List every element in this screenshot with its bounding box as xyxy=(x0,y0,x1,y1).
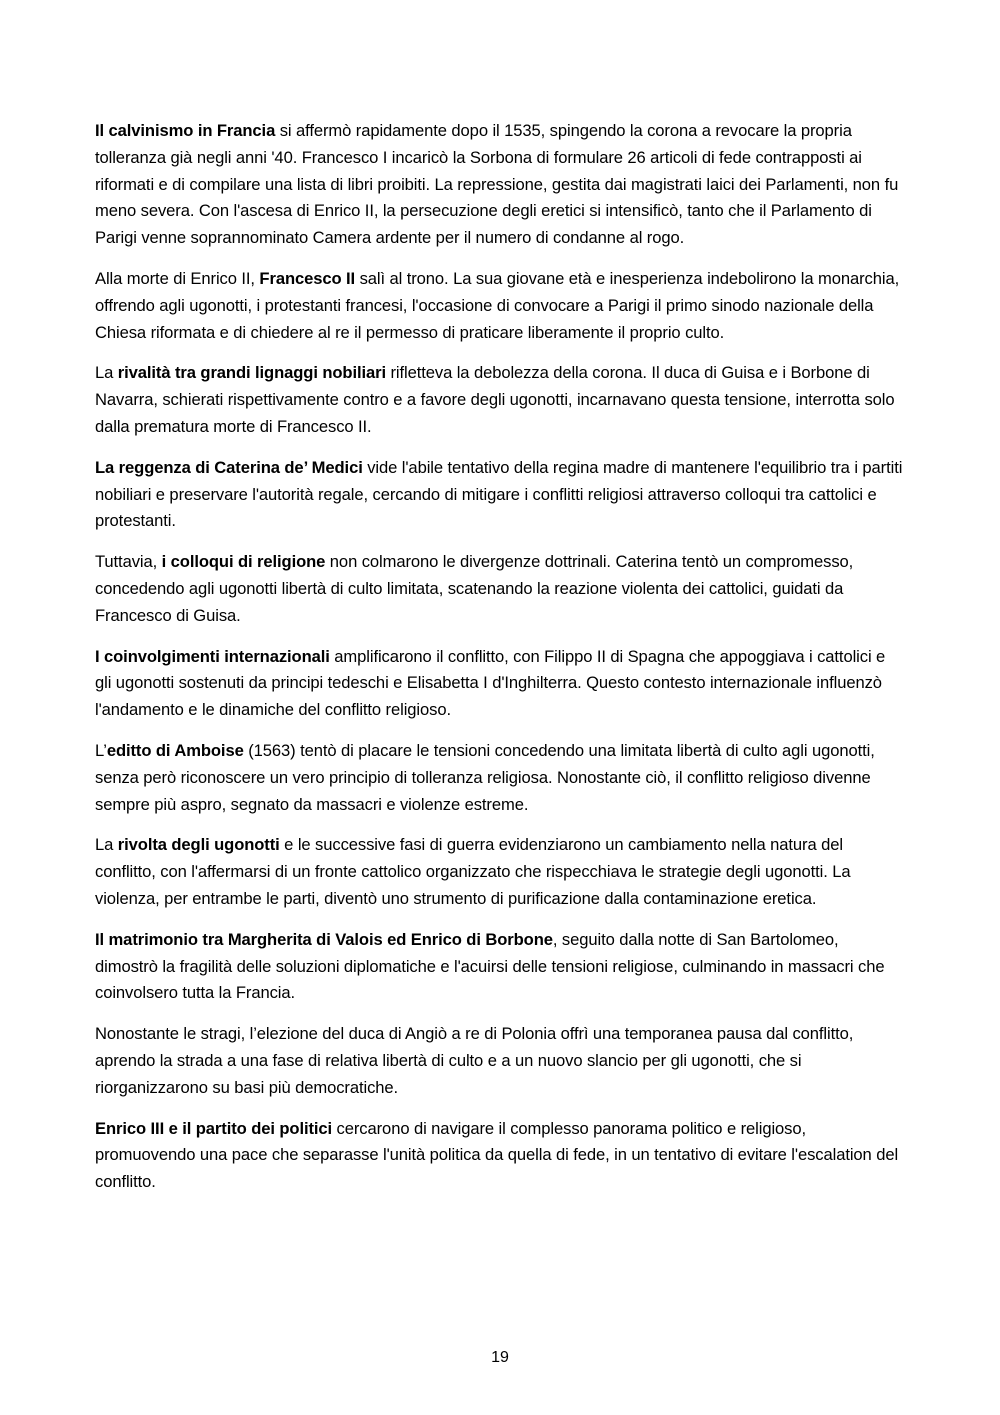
paragraph-reggenza xyxy=(95,455,905,535)
paragraph-rivalita xyxy=(95,360,905,440)
paragraph-calvinismo xyxy=(95,118,905,252)
paragraph-heading: rivalità tra grandi lignaggi nobiliari xyxy=(117,363,386,383)
paragraph-text: rifletteva la debolezza della corona. Il duca di Guisa e i Borbone di Navarra, schierati rispettivamente contro e a favore degli ugonotti, incarnavano questa tensione, interrotta solo dalla prematura morte di Francesco II. xyxy=(95,363,895,436)
paragraph-text: vide l'abile tentativo della regina madre di mantenere l'equilibrio tra i partiti nobiliari e preservare l'autorità regale, cercando di mitigare i conflitti religiosi attraverso colloqui tra cattolici e protestanti. xyxy=(95,457,903,531)
paragraph-text: La xyxy=(95,363,118,383)
paragraph-heading: Il matrimonio tra Margherita di Valois ed Enrico di Borbone xyxy=(95,929,553,949)
paragraph-heading: Il calvinismo in Francia xyxy=(95,121,276,140)
paragraph-heading: Enrico III e il partito dei politici xyxy=(95,1118,333,1138)
paragraph-heading: I coinvolgimenti internazionali xyxy=(95,646,330,666)
page-number: 19 xyxy=(491,1349,509,1366)
paragraph-matrimonio xyxy=(95,927,905,1007)
paragraph-text: La xyxy=(95,835,118,855)
paragraph-text: salì al trono. La sua giovane età e inesperienza indebolirono la monarchia, offrendo agli ugonotti, i protestanti francesi, l'occasione di convocare a Parigi il primo sinodo nazionale della Chiesa riformata e di chiedere al re il permesso di praticare liberamente il proprio culto. xyxy=(95,268,900,342)
paragraph-heading: La reggenza di Caterina de’ Medici xyxy=(95,457,363,477)
paragraph-text: Alla morte di Enrico II, xyxy=(95,268,260,288)
paragraph-text: Tuttavia, xyxy=(95,552,162,572)
paragraph-text: si affermò rapidamente dopo il 1535, spingendo la corona a revocare la propria tolleranza già negli anni '40. Francesco I incaricò la Sorbona di formulare 26 articoli di fede contrapposti ai riformati e di compilare una lista di libri proibiti. La repressione, gestita dai magistrati laici dei Parlamenti, non fu meno severa. Con l'ascesa di Enrico II, la persecuzione degli eretici si intensificò, tanto che il Parlamento di Parigi venne soprannominato Camera ardente per il numero di condanne al rogo. xyxy=(95,121,899,248)
paragraph-angio xyxy=(95,1021,905,1101)
paragraph-rivolta xyxy=(95,832,905,912)
document-body xyxy=(95,118,905,1210)
paragraph-text: , seguito dalla notte di San Bartolomeo, dimostrò la fragilità delle soluzioni diplomatiche e l'acuirsi delle tensioni religiose, culminando in massacri che coinvolsero tutta la Francia. xyxy=(95,929,885,1003)
paragraph-text: cercarono di navigare il complesso panorama politico e religioso, promuovendo una pace che separasse l'unità politica da quella di fede, in un tentativo di evitare l'escalation del conflitto. xyxy=(95,1118,899,1192)
paragraph-colloqui xyxy=(95,549,905,629)
paragraph-heading: editto di Amboise xyxy=(106,740,244,760)
paragraph-heading: rivolta degli ugonotti xyxy=(117,835,280,855)
paragraph-text: (1563) tentò di placare le tensioni concedendo una limitata libertà di culto agli ugonotti, senza però riconoscere un vero principio di tolleranza religiosa. Nonostante ciò, il conflitto religioso divenne sempre più aspro, segnato da massacri e violenze estreme. xyxy=(95,740,875,814)
paragraph-text: Nonostante le stragi, l’elezione del duca di Angiò a re di Polonia offrì una temporanea pausa dal conflitto, aprendo la strada a una fase di relativa libertà di culto e a un nuovo slancio per gli ugonotti, che si riorganizzarono su basi più democratiche. xyxy=(95,1024,854,1097)
paragraph-text: e le successive fasi di guerra evidenziarono un cambiamento nella natura del conflitto, con l'affermarsi di un fronte cattolico organizzato che rispecchiava le strategie degli ugonotti. La violenza, per entrambe le parti, diventò uno strumento di purificazione dalla contaminazione eretica. xyxy=(95,835,851,908)
paragraph-text: L’ xyxy=(95,740,107,760)
paragraph-text: amplificarono il conflitto, con Filippo II di Spagna che appoggiava i cattolici e gli ugonotti sostenuti da principi tedeschi e Elisabetta I d'Inghilterra. Questo contesto internazionale influenzò l'andamento e le dinamiche del conflitto religioso. xyxy=(95,646,886,720)
paragraph-coinvolgimenti xyxy=(95,644,905,724)
paragraph-francesco-ii xyxy=(95,266,905,346)
paragraph-heading: Francesco II xyxy=(259,268,356,288)
paragraph-amboise xyxy=(95,738,905,818)
paragraph-text: non colmarono le divergenze dottrinali. Caterina tentò un compromesso, concedendo agli ugonotti libertà di culto limitata, scatenando la reazione violenta dei cattolici, guidati da Francesco di Guisa. xyxy=(95,552,854,625)
paragraph-enrico-iii xyxy=(95,1116,905,1196)
paragraph-heading: i colloqui di religione xyxy=(161,552,326,572)
